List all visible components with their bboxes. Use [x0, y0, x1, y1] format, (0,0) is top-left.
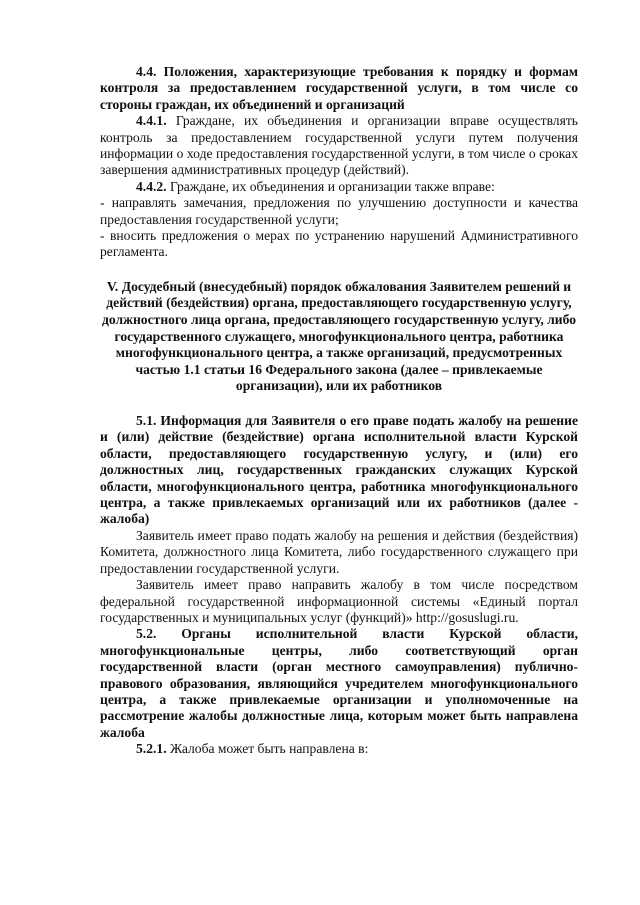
paragraph-4-4-1 [100, 113, 578, 179]
paragraph-number: 4.4.1. [136, 113, 167, 129]
paragraph-number: 4.4.2. [136, 178, 167, 194]
paragraph-number: 5.2.1. [136, 741, 167, 757]
bullet-item: - вносить предложения о мерах по устранению нарушений Административного регламента. [100, 228, 578, 260]
document-page [100, 64, 578, 758]
paragraph-4-4-2 [100, 179, 578, 195]
paragraph-5-1-a: Заявитель имеет право подать жалобу на решения и действия (бездействия) Комитета, должностного лица Комитета, либо государственного служащего при предоставлении государственной услуги. [100, 527, 578, 576]
paragraph-5-1: 5.1. Информация для Заявителя о его праве подать жалобу на решение и (или) действие (бездействие) органа исполнительной власти Курской области, предоставляющего государственную услугу, и (или) его должностных лиц, государственных гражданских служащих Курской области, многофункционального центра, работника многофункционального центра, а также привлекаемых организаций или их работников (далее - жалоба) [100, 413, 578, 527]
section-4-4-heading: 4.4. Положения, характеризующие требования к порядку и формам контроля за предоставлением государственной услуги, в том числе со стороны граждан, их объединений и организаций [100, 64, 578, 112]
paragraph-text: Жалоба может быть направлена в: [166, 741, 369, 757]
paragraph-text: Граждане, их объединения и организации вправе осуществлять контроль за предоставлением государственной услуги путем получения информации о ходе предоставления государственной услуги, в том числе о сроках завершения административных процедур (действий). [100, 113, 578, 178]
paragraph-5-1-b: Заявитель имеет право направить жалобу в том числе посредством федеральной государственной информационной системы «Единый портал государственных и муниципальных услуг (функций)» http://gosuslugi.ru. [100, 577, 578, 625]
paragraph-5-2-1 [100, 741, 578, 757]
section-5-title: V. Досудебный (внесудебный) порядок обжалования Заявителем решений и действий (бездействия) органа, предоставляющего государственную услугу, должностного лица органа, предоставляющего государственную услугу, либо государственного служащего, многофункционального центра, работника многофункционального центра, а также организаций, предусмотренных частью 1.1 статьи 16 Федерального закона (далее – привлекаемые организации), или их работников [102, 278, 576, 394]
paragraph-text: Граждане, их объединения и организации также вправе: [166, 178, 495, 194]
bullet-item: - направлять замечания, предложения по улучшению доступности и качества предоставления государственной услуги; [100, 195, 578, 227]
paragraph-5-2: 5.2. Органы исполнительной власти Курской области, многофункциональные центры, либо соответствующий орган государственной власти (орган местного самоуправления) публично-правового образования, являющийся учредителем многофункционального центра, а также привлекаемые организации и уполномоченные на рассмотрение жалобы должностные лица, которым может быть направлена жалоба [100, 626, 578, 740]
